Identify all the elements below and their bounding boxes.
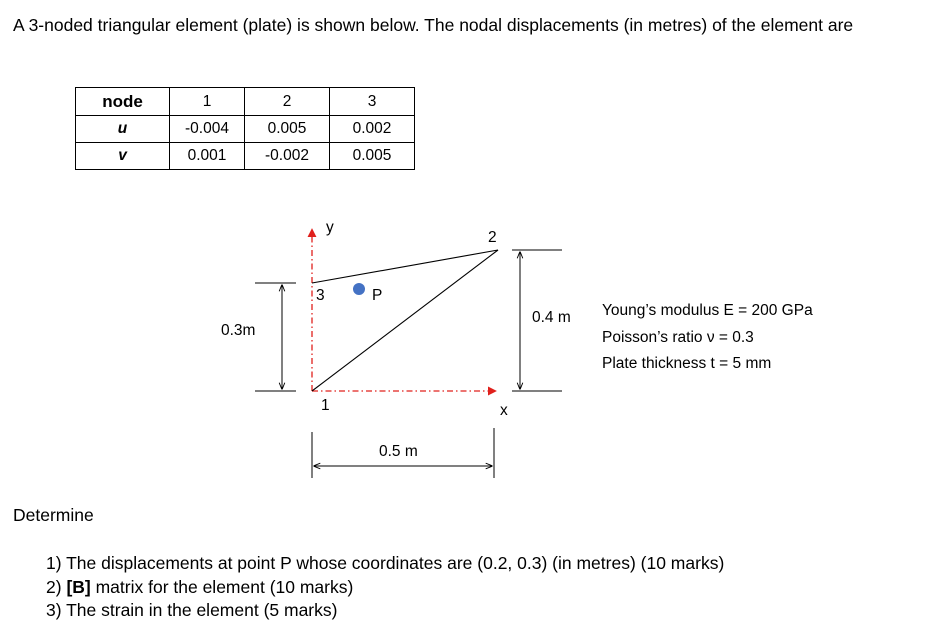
table-header-cell: 1	[170, 88, 245, 116]
point-p-marker	[353, 283, 365, 295]
dim-left-label: 0.3m	[221, 322, 256, 339]
x-axis-label: x	[500, 402, 508, 419]
question-text: The strain in the element (5 marks)	[66, 600, 338, 620]
table-cell: 0.002	[330, 116, 415, 143]
point-p-label: P	[372, 287, 383, 304]
table-cell: 0.005	[330, 143, 415, 170]
determine-heading: Determine	[13, 505, 94, 525]
edge-3-2	[312, 250, 498, 283]
table-cell: 0.001	[170, 143, 245, 170]
table-cell: -0.002	[245, 143, 330, 170]
edge-1-2	[312, 250, 498, 391]
property-poissons-ratio: Poisson’s ratio ν = 0.3	[602, 329, 754, 346]
table-header-cell: node	[76, 88, 170, 116]
row-label-u: u	[76, 116, 170, 143]
question-number: 1)	[46, 553, 62, 573]
question-item	[46, 600, 337, 621]
table-cell: -0.004	[170, 116, 245, 143]
dim-bottom-label: 0.5 m	[379, 443, 418, 460]
question-text: The displacements at point P whose coordinates are (0.2, 0.3) (in metres) (10 marks)	[66, 553, 725, 573]
node-1-label: 1	[321, 397, 330, 414]
row-label-v: v	[76, 143, 170, 170]
node-3-label: 3	[316, 287, 325, 304]
question-number: 3)	[46, 600, 62, 620]
question-item	[46, 553, 724, 574]
b-matrix-symbol: [B]	[66, 577, 91, 597]
question-text: matrix for the element (10 marks)	[90, 577, 354, 597]
table-header-cell: 2	[245, 88, 330, 116]
question-number: 2)	[46, 577, 62, 597]
problem-intro: A 3-noded triangular element (plate) is shown below. The nodal displacements (in metres) of the element are	[13, 15, 854, 35]
y-axis-label: y	[326, 219, 334, 236]
node-2-label: 2	[488, 229, 497, 246]
property-thickness: Plate thickness t = 5 mm	[602, 355, 772, 372]
table-cell: 0.005	[245, 116, 330, 143]
dim-right-label: 0.4 m	[532, 309, 571, 326]
question-item	[46, 577, 353, 598]
table-header-cell: 3	[330, 88, 415, 116]
property-youngs-modulus: Young’s modulus E = 200 GPa	[602, 302, 813, 319]
